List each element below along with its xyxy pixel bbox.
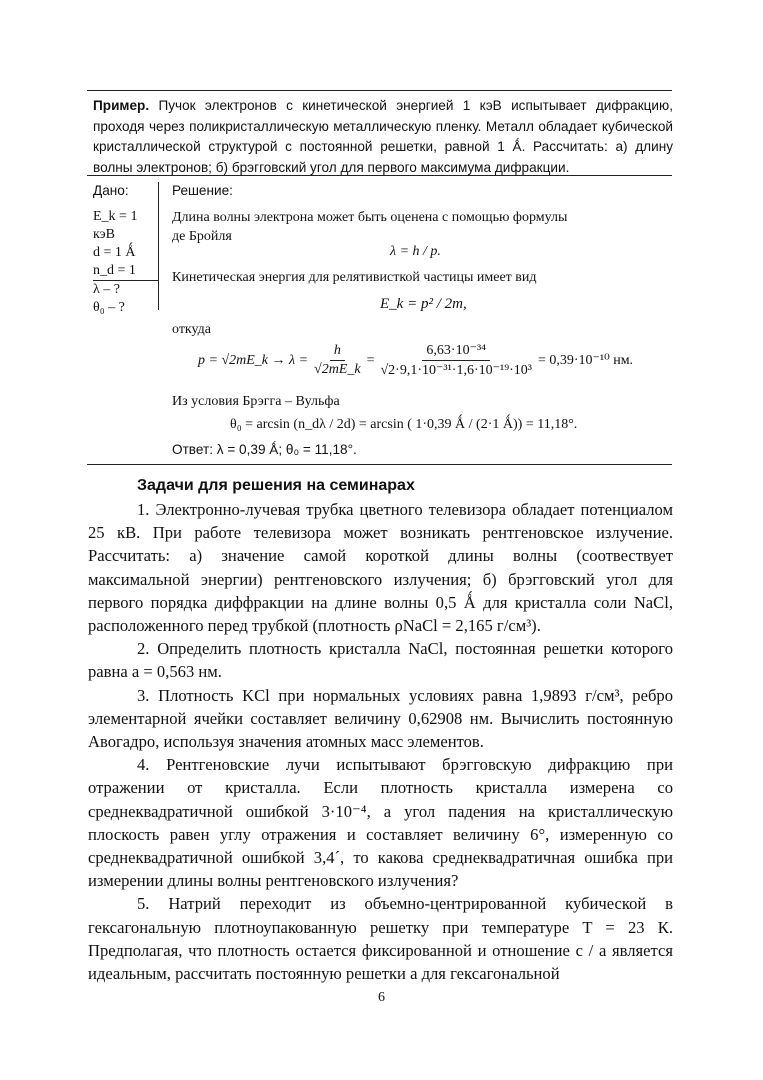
solution-line-2: де Бройля <box>172 229 232 244</box>
fraction-2 <box>377 342 536 379</box>
formula-wavelength <box>198 342 633 379</box>
solution-header: Решение: <box>172 183 233 198</box>
formula-kinetic: E_k = p² / 2m, <box>380 296 467 312</box>
formula-de-broglie: λ = h / p. <box>390 244 441 259</box>
unknown-item: λ – ? <box>93 282 121 297</box>
given-list <box>93 208 157 317</box>
problem-item: 2. Определить плотность кристалла NaCl, постоянная решетки которого равна a = 0,563 нм. <box>88 639 673 682</box>
section-title: Задачи для решения на семинарах <box>137 477 415 494</box>
fraction-1-den: √2mE_k <box>314 362 361 377</box>
solution-line-4: откуда <box>172 322 211 337</box>
formula-bragg: θ₀ = arcsin (n_dλ / 2d) = arcsin ( 1·0,39 Ǻ / (2·1 Ǻ)) = 11,18°. <box>230 417 578 432</box>
solution-line-3: Кинетическая энергия для релятивисткой частицы имеет вид <box>172 270 537 285</box>
problem-item: 4. Рентгеновские лучи испытывают брэгговскую дифракцию при отражении от кристалла. Если плотность кристалла измерена со среднеквадратичной ошибкой 3·10⁻⁴, а угол падения на кристаллическую плоскость равен углу отражения и составляет величину 6°, измеренную со среднеквадратичной ошибкой 3,4´, то какова среднеквадратичная ошибка при измерении длины волны рентгеновского излучения? <box>88 755 673 891</box>
fraction-2-den: √2·9,1·10⁻³¹·1,6·10⁻¹⁹·10³ <box>380 363 532 378</box>
fraction-1 <box>310 343 365 378</box>
problem-item: 1. Электронно-лучевая трубка цветного телевизора обладает потенциалом 25 кВ. При работе телевизора может возникать рентгеновское излучение. Рассчитать: а) значение самой короткой длины волны (соотвествует максимальной энергии) рентгеновского излучения; б) брэгговский угол для первого порядка диффракции на длине волны 0,5 Ǻ для кристалла соли NaCl, расположенного перед трубкой (плотность ρNaCl = 2,165 г/см³). <box>88 500 673 636</box>
example-label: Пример. <box>93 98 150 113</box>
fraction-2-num: 6,63·10⁻³⁴ <box>422 342 490 361</box>
problem-item: 5. Натрий переходит из объемно-центрированной кубической в гексагональную плотноупакованную решетку при температуре T = 23 К. Предполагая, что плотность остается фиксированной и отношение c / a является идеальным, рассчитать постоянную решетки a для гексагональной <box>88 894 673 984</box>
solution-line-5: Из условия Брэгга – Вульфа <box>172 394 340 409</box>
given-item: d = 1 Ǻ <box>93 245 136 260</box>
given-header: Дано: <box>93 183 129 198</box>
problems-list <box>88 498 673 985</box>
top-rule <box>87 90 672 91</box>
unknown-item: θ₀ – ? <box>93 300 125 315</box>
formula-lhs: p = √2mE_k → λ = <box>198 352 309 368</box>
given-divider <box>158 182 159 310</box>
equals-sign: = <box>366 352 375 368</box>
solution-line-1: Длина волны электрона может быть оценена с помощью формулы <box>172 210 568 225</box>
answer-line: Ответ: λ = 0,39 Ǻ; θ₀ = 11,18°. <box>172 442 357 457</box>
example-block <box>93 96 673 178</box>
given-item: E_k = 1 кэВ <box>93 209 138 242</box>
formula-result: = 0,39·10⁻¹⁰ нм. <box>537 353 634 368</box>
page-number: 6 <box>378 990 385 1005</box>
problem-item: 3. Плотность KCl при нормальных условиях равна 1,9893 г/см³, ребро элементарной ячейки составляет величину 0,62908 нм. Вычислить постоянную Авогадро, используя значения атомных масс элементов. <box>88 685 673 752</box>
example-rule <box>87 175 672 176</box>
bottom-rule <box>87 464 672 465</box>
example-text: Пучок электронов с кинетической энергией 1 кэВ испытывает дифракцию, проходя через поликристаллическую металлическую пленку. Металл обладает кубической кристаллической структурой с постоянной решетки, равной 1 Ǻ. Рассчитать: а) длину волны электронов; б) брэгговский угол для первого максимума дифракции. <box>93 98 673 175</box>
fraction-1-num: h <box>330 343 345 361</box>
given-item: n_d = 1 <box>93 263 136 278</box>
